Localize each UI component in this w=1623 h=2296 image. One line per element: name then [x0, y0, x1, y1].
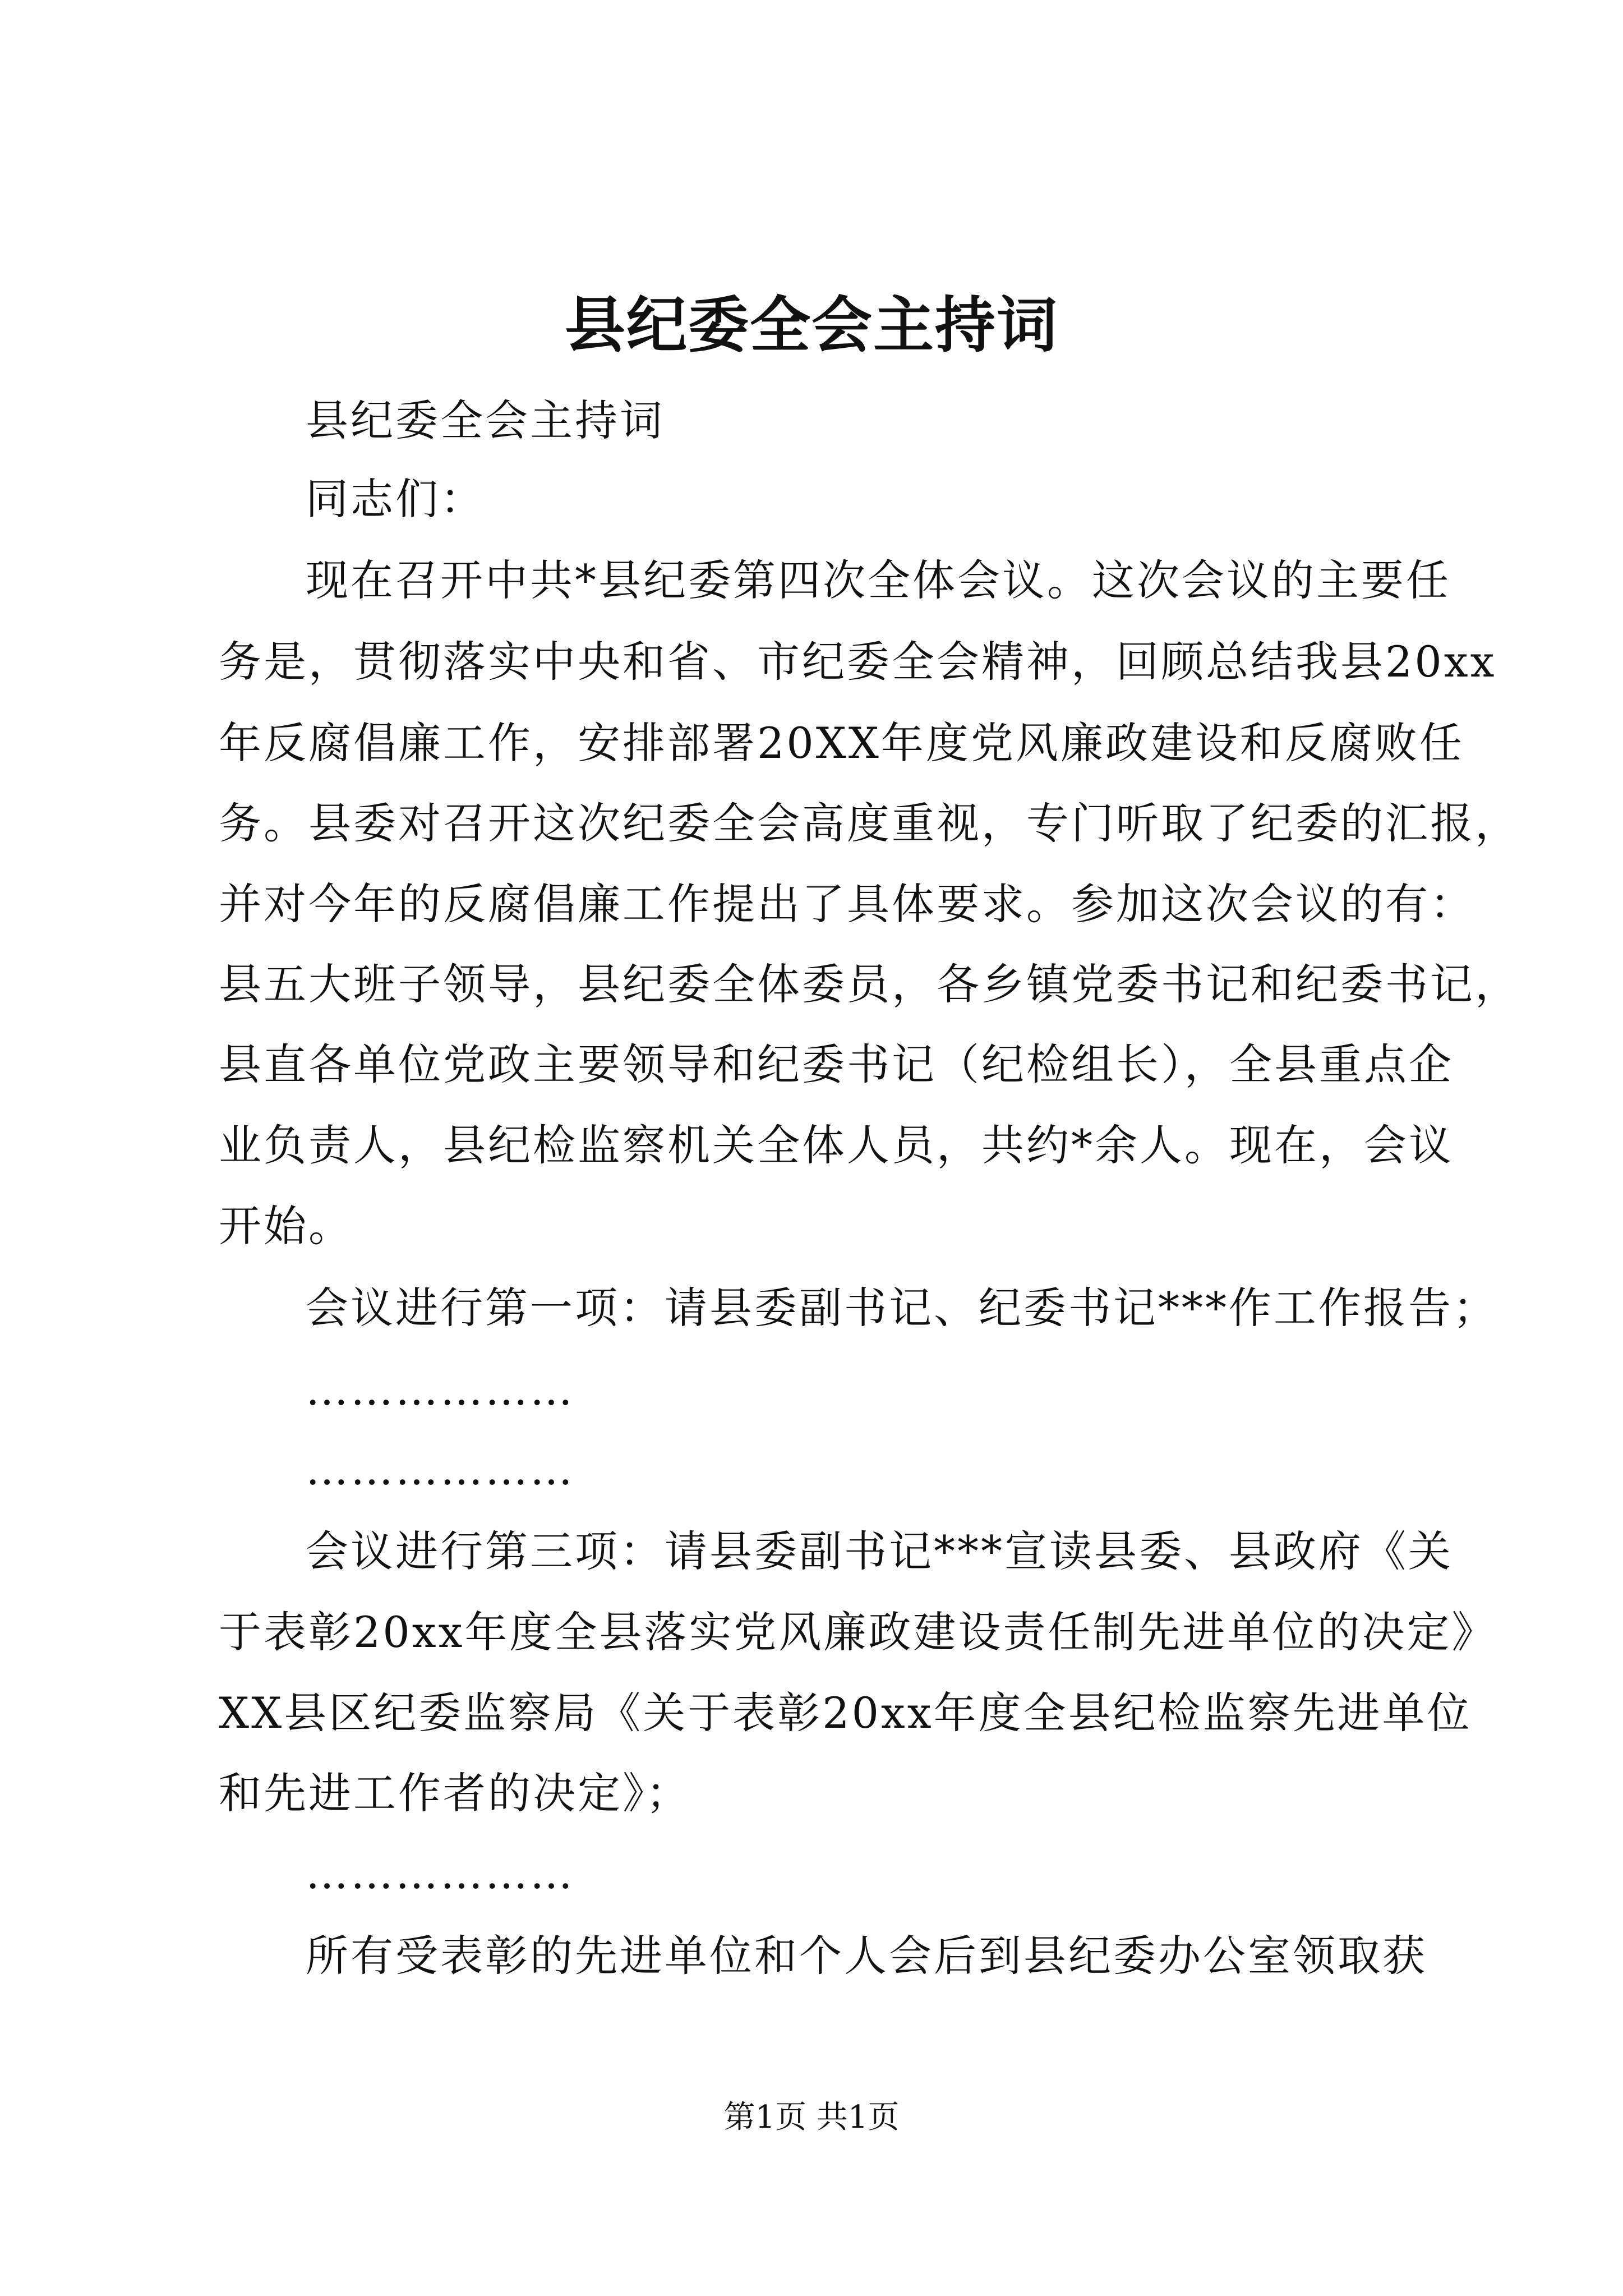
document-title: 县纪委全会主持词 [564, 290, 1058, 361]
body-line: 开始。 [219, 1201, 353, 1251]
body-line: 年反腐倡廉工作，安排部署20XX年度党风廉政建设和反腐败任 [219, 718, 1464, 768]
salutation-line: 同志们： [306, 474, 485, 524]
body-line: 县直各单位党政主要领导和纪委书记（纪检组长），全县重点企 [219, 1039, 1454, 1089]
subtitle-line: 县纪委全会主持词 [306, 395, 665, 445]
body-line: 和先进工作者的决定》； [219, 1768, 691, 1818]
agenda-item-3: 会议进行第三项：请县委副书记***宣读县委、县政府《关 [306, 1526, 1453, 1576]
body-line: 务。县委对召开这次纪委全会高度重视，专门听取了纪委的汇报， [219, 798, 1520, 848]
body-line: 于表彰20xx年度全县落实党风廉政建设责任制先进单位的决定》 [219, 1607, 1497, 1657]
body-line: 并对今年的反腐倡廉工作提出了具体要求。参加这次会议的有： [219, 879, 1475, 929]
ellipsis-line: ……………… [306, 1365, 575, 1415]
body-line: 业负责人，县纪检监察机关全体人员，共约*余人。现在，会议 [219, 1120, 1454, 1170]
agenda-item-1: 会议进行第一项：请县委副书记、纪委书记***作工作报告； [306, 1283, 1498, 1333]
body-line: 所有受表彰的先进单位和个人会后到县纪委办公室领取获 [306, 1931, 1427, 1981]
body-line: 现在召开中共*县纪委第四次全体会议。这次会议的主要任 [306, 555, 1451, 605]
body-line: XX县区纪委监察局《关于表彰20xx年度全县纪检监察先进单位 [219, 1688, 1472, 1738]
page-footer: 第1页 共1页 [723, 2099, 900, 2136]
ellipsis-line: ……………… [306, 1444, 575, 1494]
ellipsis-line: ……………… [306, 1848, 575, 1898]
body-line: 县五大班子领导，县纪委全体委员，各乡镇党委书记和纪委书记， [219, 959, 1520, 1009]
body-line: 务是，贯彻落实中央和省、市纪委全会精神，回顾总结我县20xx [219, 637, 1497, 687]
